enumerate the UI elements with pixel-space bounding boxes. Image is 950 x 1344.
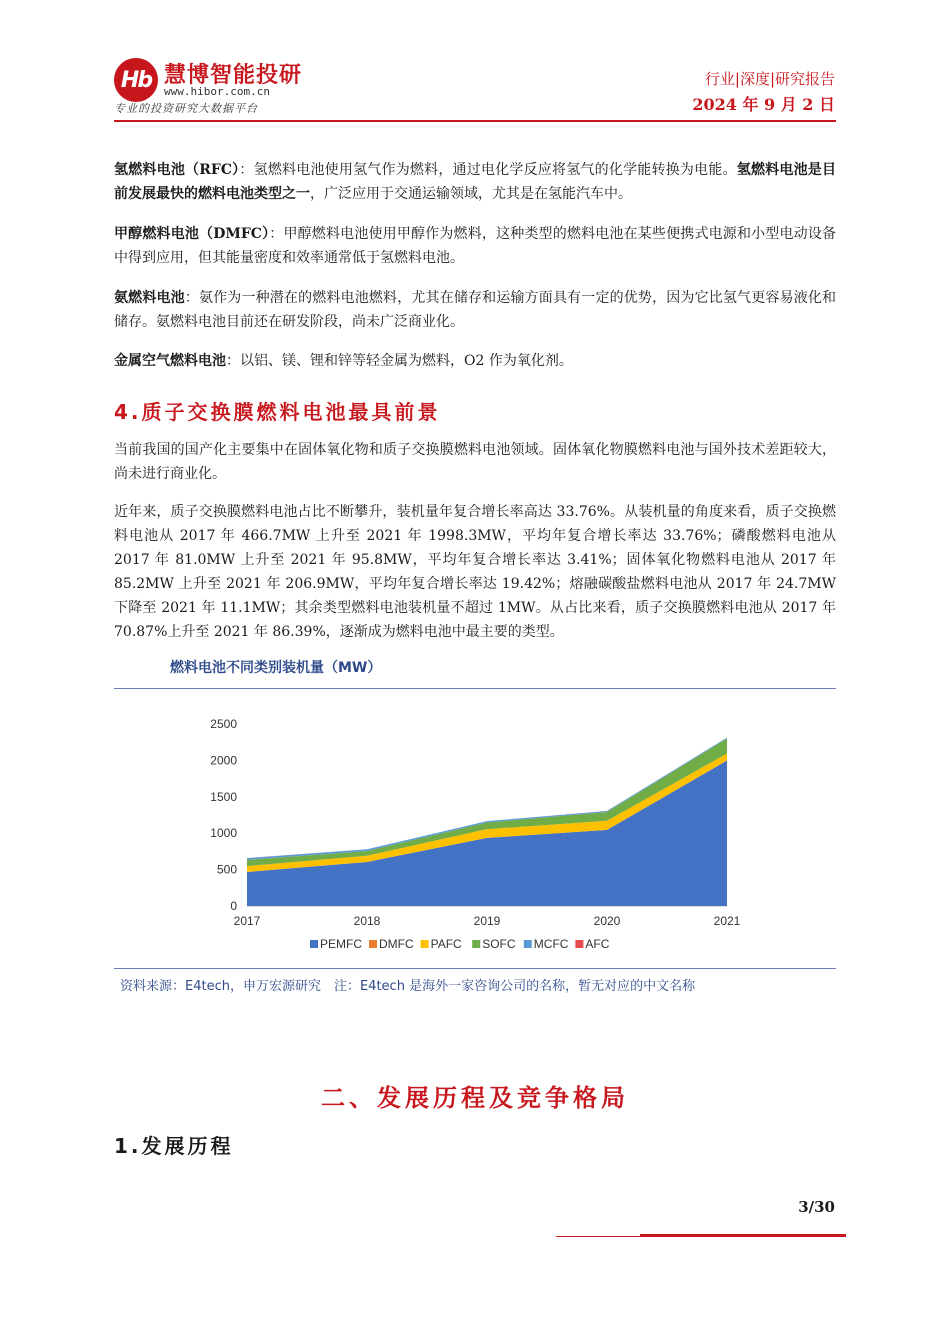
document-type: 行业|深度|研究报告 — [704, 70, 835, 88]
legend-swatch-sofc — [472, 940, 480, 948]
chart-source-note: 资料来源：E4tech，申万宏源研究 注：E4tech 是海外一家咨询公司的名称，暂无对应的中文名称 — [120, 979, 696, 994]
footer-rule-thin — [556, 1236, 640, 1237]
chart-bottom-rule — [114, 968, 836, 969]
legend-swatch-mcfc — [524, 940, 532, 948]
y-tick-label: 1000 — [210, 826, 237, 841]
x-tick-label: 2021 — [713, 914, 741, 928]
rfc-text-1: ：氢燃料电池使用氢气作为燃料，通过电化学反应将氢气的化学能转换为电能。 — [239, 162, 737, 178]
y-tick-label: 2000 — [210, 753, 237, 768]
heading-development-history: 1.发展历程 — [114, 1134, 234, 1158]
paragraph-domestic: 当前我国的国产化主要集中在固体氧化物和质子交换膜燃料电池领域。固体氧化物膜燃料电池与国外技术差距较大，尚未进行商业化。 — [114, 442, 836, 482]
y-tick-label: 1500 — [210, 789, 237, 804]
rfc-highlight: 氢燃料电池是目前发展最快的燃料电池类型之一 — [114, 162, 837, 202]
chart-top-rule — [114, 688, 836, 689]
legend-label-mcfc: MCFC — [533, 937, 569, 951]
y-tick-label: 0 — [230, 899, 237, 913]
paragraph-metal-air — [114, 349, 836, 373]
legend-label-dmfc: DMFC — [379, 937, 414, 951]
page-number: 3/30 — [798, 1198, 835, 1216]
footer-rule-thick — [640, 1234, 846, 1237]
term-ammonia: 氨燃料电池 — [114, 290, 185, 306]
legend-label-pemfc: PEMFC — [320, 937, 362, 951]
legend-label-sofc: SOFC — [482, 937, 516, 951]
paragraph-rfc — [114, 158, 836, 206]
logo-mark: Hb — [114, 58, 158, 102]
legend-swatch-dmfc — [369, 940, 377, 948]
legend-swatch-pemfc — [310, 940, 318, 948]
x-tick-label: 2020 — [593, 914, 621, 928]
legend-label-pafc: PAFC — [430, 937, 462, 951]
paragraph-recent-growth: 近年来，质子交换膜燃料电池占比不断攀升，装机量年复合增长率高达 33.76%。从装机量的角度来看，质子交换燃料电池从 2017 年 466.7MW 上升至 2021 年 1998.3MW，平均年复合增长率达 33.76%；磷酸燃料电池从 2017 年 81.0MW 上升至 2021 年 95.8MW，平均年复合增长率达 3.41%；固体氧化物燃料电池从 2017 年 85.2MW 上升至 2021 年 206.9MW，平均年复合增长率达 19.42%；熔融碳酸盐燃料电池从 2017 年 24.7MW 下降至 2021 年 11.1MW；其余类型燃料电池装机量不超过 1MW。从占比来看，质子交换膜燃料电池从 2017 年 70.87%上升至 2021 年 86.39%，逐渐成为燃料电池中最主要的类型。 — [114, 504, 836, 640]
dmfc-text: ：甲醇燃料电池使用甲醇作为燃料，这种类型的燃料电池在某些便携式电源和小型电动设备中得到应用，但其能量密度和效率通常低于氢燃料电池。 — [114, 226, 836, 266]
term-dmfc: 甲醇燃料电池（DMFC） — [114, 226, 270, 242]
heading-pemfc-prospect: 4.质子交换膜燃料电池最具前景 — [114, 400, 441, 424]
document-date: 2024 年 9 月 2 日 — [692, 95, 835, 114]
legend-swatch-pafc — [421, 940, 429, 948]
logo-url[interactable]: www.hibor.com.cn — [164, 85, 270, 98]
term-metal-air: 金属空气燃料电池 — [114, 353, 226, 369]
paragraph-ammonia — [114, 286, 836, 334]
rfc-text-2: ，广泛应用于交通运输领域，尤其是在氢能汽车中。 — [310, 186, 632, 202]
stacked-areas — [247, 738, 727, 906]
y-tick-label: 2500 — [210, 717, 237, 731]
x-tick-label: 2017 — [233, 914, 261, 928]
header-rule — [114, 120, 836, 122]
section-title: 二、发展历程及竞争格局 — [321, 1084, 629, 1112]
metal-air-text: ：以铝、镁、锂和锌等轻金属为燃料，O2 作为氧化剂。 — [226, 353, 573, 369]
paragraph-dmfc — [114, 222, 836, 270]
logo-name: 慧博智能投研 — [164, 63, 303, 88]
ammonia-text: ：氨作为一种潜在的燃料电池燃料，尤其在储存和运输方面具有一定的优势，因为它比氢气更容易液化和储存。氨燃料电池目前还在研发阶段，尚未广泛商业化。 — [114, 290, 837, 330]
legend-label-afc: AFC — [585, 937, 610, 951]
term-rfc: 氢燃料电池（RFC） — [114, 162, 240, 178]
logo-slogan: 专业的投资研究大数据平台 — [114, 102, 258, 115]
x-tick-label: 2018 — [353, 914, 381, 928]
y-tick-label: 500 — [216, 862, 237, 877]
x-tick-label: 2019 — [473, 914, 501, 928]
chart-area — [114, 690, 836, 966]
legend-swatch-afc — [575, 940, 583, 948]
chart-title: 燃料电池不同类别装机量（MW） — [170, 660, 382, 676]
x-axis — [234, 906, 741, 928]
y-axis — [210, 717, 237, 913]
chart-legend — [310, 937, 610, 951]
